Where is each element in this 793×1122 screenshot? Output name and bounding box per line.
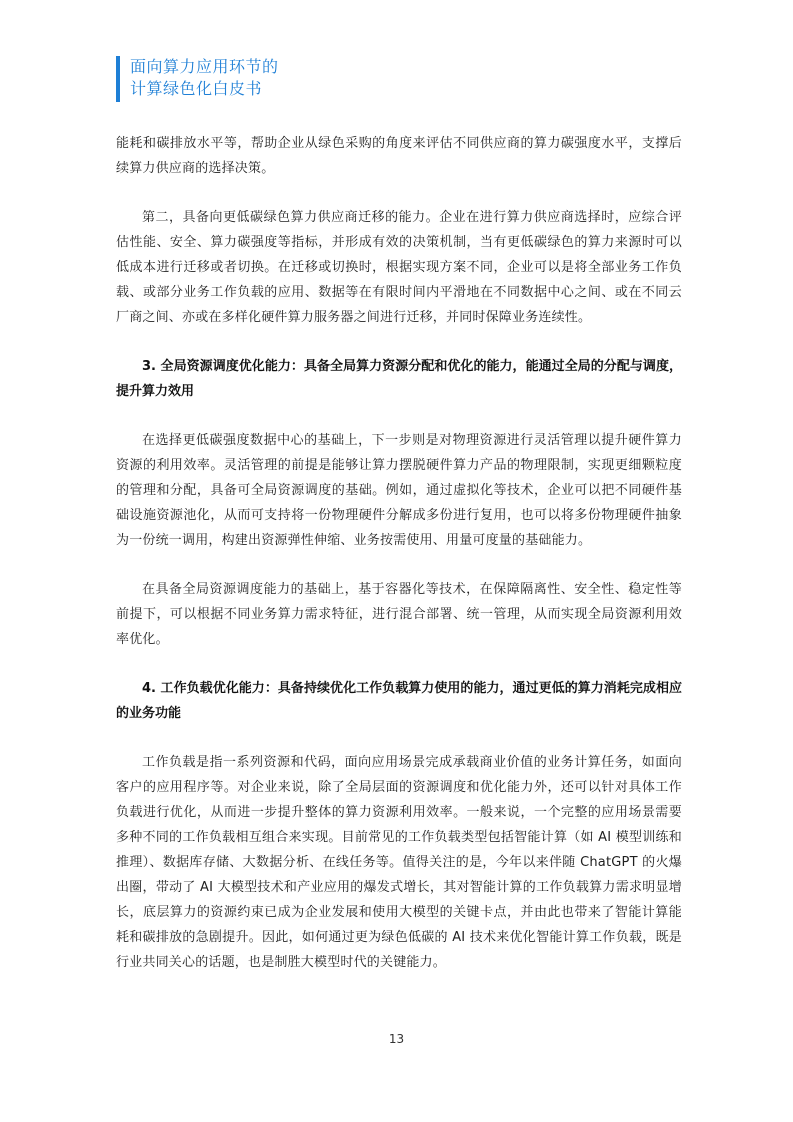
header-title-line-1: 面向算力应用环节的 [130, 57, 279, 76]
page-content [116, 131, 682, 975]
paragraph-containerization: 在具备全局资源调度能力的基础上，基于容器化等技术，在保障隔离性、安全性、稳定性等前提下，可以根据不同业务算力需求特征，进行混合部署、统一管理，从而实现全局资源利用效率优化。 [116, 582, 682, 647]
paragraph-workload: 工作负载是指一系列资源和代码，面向应用场景完成承载商业价值的业务计算任务，如面向客户的应用程序等。对企业来说，除了全局层面的资源调度和优化能力外，还可以针对具体工作负载进行优化，从而进一步提升整体的算力资源利用效率。一般来说，一个完整的应用场景需要多种不同的工作负载相互组合来实现。目前常见的工作负载类型包括智能计算（如 AI 模型训练和推理）、数据库存储、大数据分析、在线任务等。值得关注的是，今年以来伴随 ChatGPT 的火爆出圈，带动了 AI 大模型技术和产业应用的爆发式增长，其对智能计算的工作负载算力需求明显增长，底层算力的资源约束已成为企业发展和使用大模型的关键卡点，并由此也带来了智能计算能耗和碳排放的急剧提升。因此，如何通过更为绿色低碳的 AI 技术来优化智能计算工作负载，既是行业共同关心的话题，也是制胜大模型时代的关键能力。 [116, 755, 682, 970]
paragraph-resource-management: 在选择更低碳强度数据中心的基础上，下一步则是对物理资源进行灵活管理以提升硬件算力资源的利用效率。灵活管理的前提是能够让算力摆脱硬件算力产品的物理限制，实现更细颗粒度的管理和分配，具备可全局资源调度的基础。例如，通过虚拟化等技术，企业可以把不同硬件基础设施资源池化，从而可支持将一份物理硬件分解成多份进行复用，也可以将多份物理硬件抽象为一份统一调用，构建出资源弹性伸缩、业务按需使用、用量可度量的基础能力。 [116, 433, 682, 548]
paragraph-continuation: 能耗和碳排放水平等，帮助企业从绿色采购的角度来评估不同供应商的算力碳强度水平，支撑后续算力供应商的选择决策。 [116, 136, 682, 176]
section-heading-4: 4. 工作负载优化能力：具备持续优化工作负载算力使用的能力，通过更低的算力消耗完成相应的业务功能 [116, 681, 682, 721]
section-heading-3: 3. 全局资源调度优化能力：具备全局算力资源分配和优化的能力，能通过全局的分配与调度，提升算力效用 [116, 359, 682, 399]
header-title-line-2: 计算绿色化白皮书 [130, 79, 263, 98]
paragraph-migration-capability: 第二，具备向更低碳绿色算力供应商迁移的能力。企业在进行算力供应商选择时，应综合评估性能、安全、算力碳强度等指标，并形成有效的决策机制，当有更低碳绿色的算力来源时可以低成本进行迁移或者切换。在迁移或切换时，根据实现方案不同，企业可以是将全部业务工作负载、或部分业务工作负载的应用、数据等在有限时间内平滑地在不同数据中心之间、或在不同云厂商之间、亦或在多样化硬件算力服务器之间进行迁移，并同时保障业务连续性。 [116, 210, 682, 325]
document-header [116, 56, 279, 102]
page-number: 13 [388, 1032, 405, 1046]
